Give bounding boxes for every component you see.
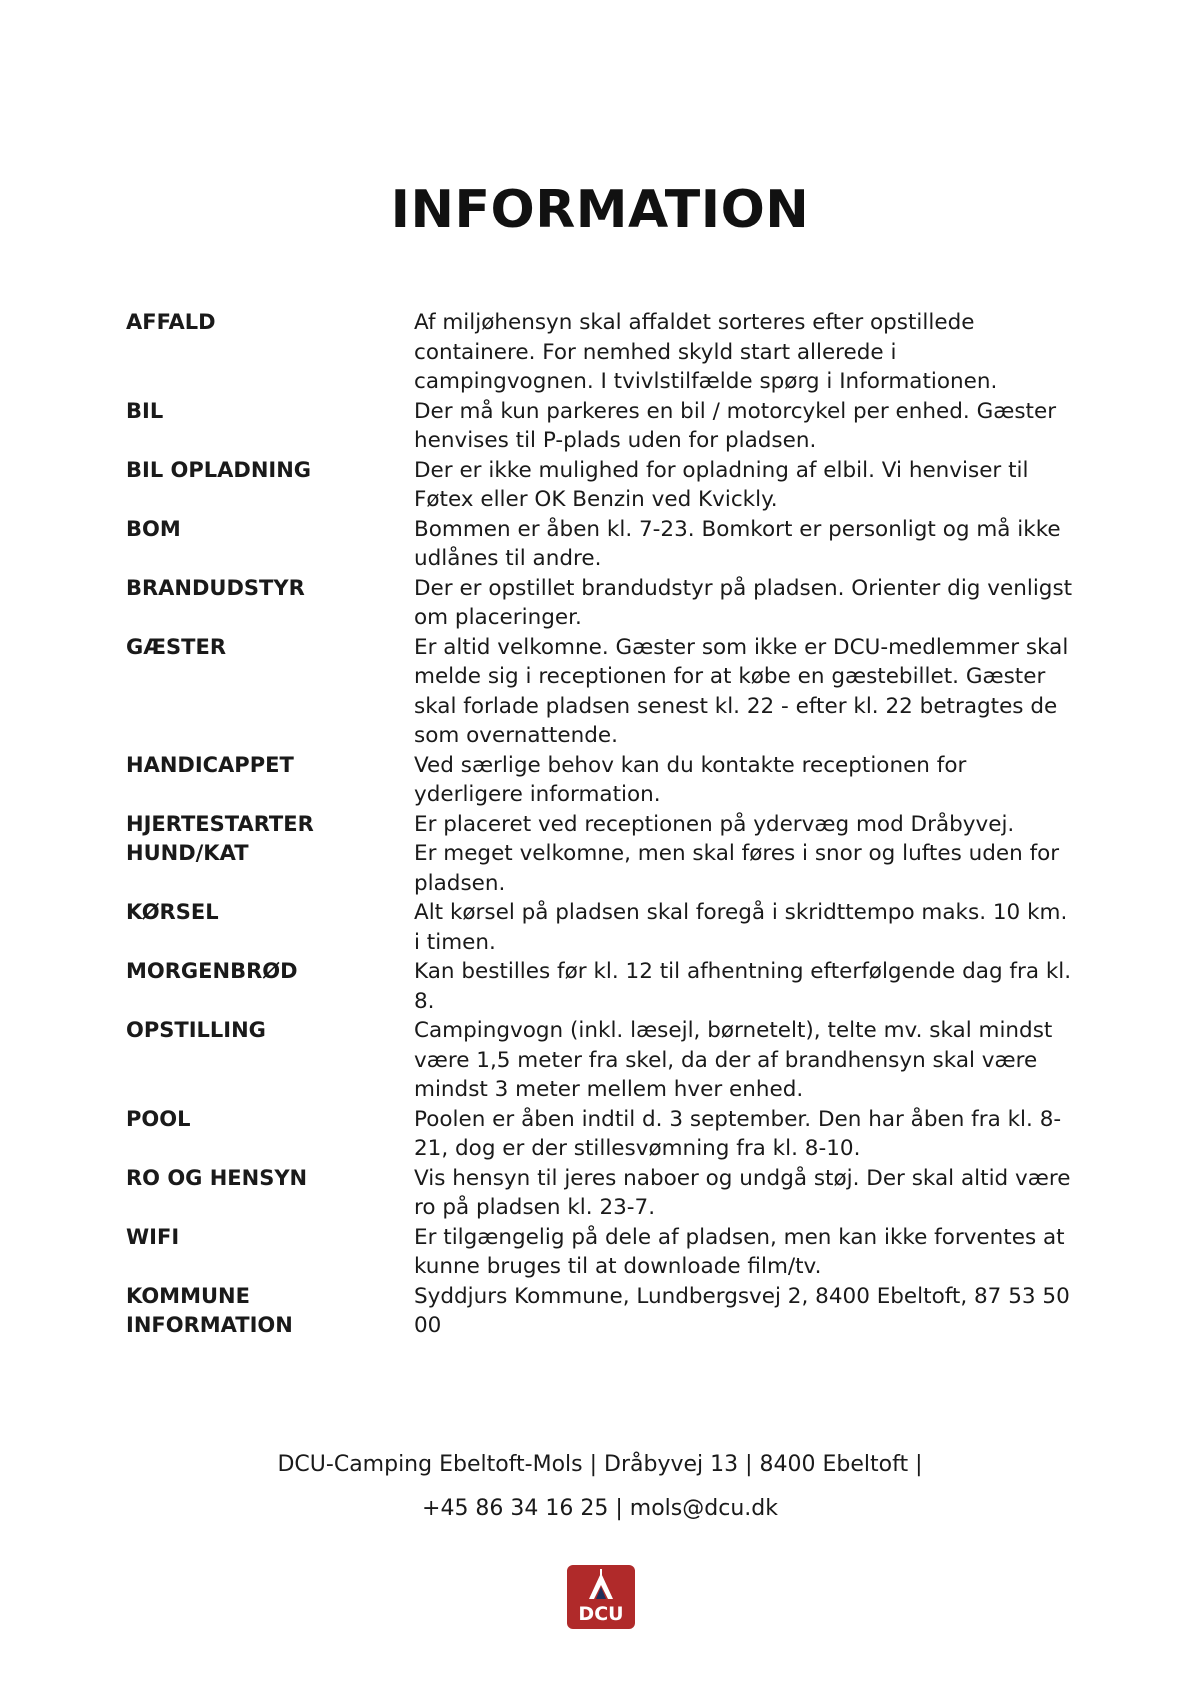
- info-key: OPSTILLING: [126, 1018, 266, 1042]
- info-value: Syddjurs Kommune, Lundbergsvej 2, 8400 Ebeltoft, 87 53 50 00: [414, 1283, 1070, 1338]
- info-value: Der må kun parkeres en bil / motorcykel per enhed. Gæster henvises til P-plads uden for pladsen.: [414, 398, 1057, 453]
- page-title: INFORMATION: [390, 180, 810, 240]
- info-value: Vis hensyn til jeres naboer og undgå støj. Der skal altid være ro på pladsen kl. 23-7.: [414, 1165, 1071, 1220]
- info-row-ro-og-hensyn: [126, 1164, 1076, 1223]
- info-value: Poolen er åben indtil d. 3 september. Den har åben fra kl. 8-21, dog er der stillesvømning fra kl. 8-10.: [414, 1106, 1062, 1161]
- info-row-pool: [126, 1105, 1076, 1164]
- info-value: Er altid velkomne. Gæster som ikke er DCU-medlemmer skal melde sig i receptionen for at købe en gæstebillet. Gæster skal forlade pladsen senest kl. 22 - efter kl. 22 betragtes de som overnattende.: [414, 634, 1069, 748]
- info-key: KOMMUNE INFORMATION: [126, 1283, 293, 1337]
- info-row-koersel: [126, 898, 1076, 957]
- info-key: BIL OPLADNING: [126, 457, 312, 482]
- info-row-bil-opladning: [126, 456, 1076, 515]
- info-key: BIL: [126, 398, 164, 423]
- info-key: HUND/KAT: [126, 841, 249, 865]
- info-row-morgenbroed: [126, 957, 1076, 1016]
- info-value: Af miljøhensyn skal affaldet sorteres efter opstillede containere. For nemhed skyld start allerede i campingvognen. I tvivlstilfælde spørg i Informationen.: [414, 310, 998, 394]
- info-row-kommune-information: [126, 1282, 1076, 1341]
- info-row-hund-kat: [126, 839, 1076, 898]
- info-value: Er tilgængelig på dele af pladsen, men kan ikke forventes at kunne bruges til at downloade film/tv.: [414, 1224, 1065, 1279]
- info-value: Der er ikke mulighed for opladning af elbil. Vi henviser til Føtex eller OK Benzin ved Kvickly.: [414, 457, 1029, 512]
- info-row-wifi: [126, 1223, 1076, 1282]
- info-key: HANDICAPPET: [126, 752, 294, 777]
- info-key: BRANDUDSTYR: [126, 575, 305, 600]
- info-key: GÆSTER: [126, 634, 226, 659]
- info-key: HJERTESTARTER: [126, 811, 314, 836]
- dcu-logo: [567, 1565, 635, 1629]
- info-row-handicappet: [126, 751, 1076, 810]
- info-value: Ved særlige behov kan du kontakte receptionen for yderligere information.: [414, 752, 967, 807]
- info-value: Campingvogn (inkl. læsejl, børnetelt), telte mv. skal mindst være 1,5 meter fra skel, da der af brandhensyn skal være mindst 3 meter mellem hver enhed.: [414, 1018, 1053, 1102]
- info-row-opstilling: [126, 1016, 1076, 1105]
- info-key: POOL: [126, 1106, 191, 1131]
- info-row-gaester: [126, 633, 1076, 751]
- info-key: AFFALD: [126, 310, 216, 334]
- info-value: Bommen er åben kl. 7-23. Bomkort er personligt og må ikke udlånes til andre.: [414, 516, 1061, 571]
- info-row-brandudstyr: [126, 574, 1076, 633]
- info-row-affald: [126, 308, 1076, 397]
- info-list: [126, 308, 1076, 1341]
- info-row-hjertestarter: [126, 810, 1076, 840]
- info-value: Er placeret ved receptionen på ydervæg mod Dråbyvej.: [414, 811, 1015, 837]
- info-value: Alt kørsel på pladsen skal foregå i skridttempo maks. 10 km. i timen.: [414, 900, 1068, 955]
- info-key: KØRSEL: [126, 900, 219, 924]
- info-key: BOM: [126, 516, 181, 541]
- footer-contact: +45 86 34 16 25 | mols@dcu.dk: [422, 1496, 778, 1521]
- info-key: MORGENBRØD: [126, 959, 298, 983]
- info-value: Der er opstillet brandudstyr på pladsen. Orienter dig venligst om placeringer.: [414, 575, 1073, 630]
- info-value: Er meget velkomne, men skal føres i snor og luftes uden for pladsen.: [414, 841, 1060, 896]
- info-row-bom: [126, 515, 1076, 574]
- info-row-bil: [126, 397, 1076, 456]
- logo-text: DCU: [578, 1603, 624, 1625]
- info-value: Kan bestilles før kl. 12 til afhentning efterfølgende dag fra kl. 8.: [414, 959, 1072, 1014]
- footer-address: DCU-Camping Ebeltoft-Mols | Dråbyvej 13 | 8400 Ebeltoft |: [277, 1452, 923, 1477]
- info-key: RO OG HENSYN: [126, 1165, 308, 1190]
- footer: [0, 1443, 1200, 1531]
- info-key: WIFI: [126, 1224, 180, 1249]
